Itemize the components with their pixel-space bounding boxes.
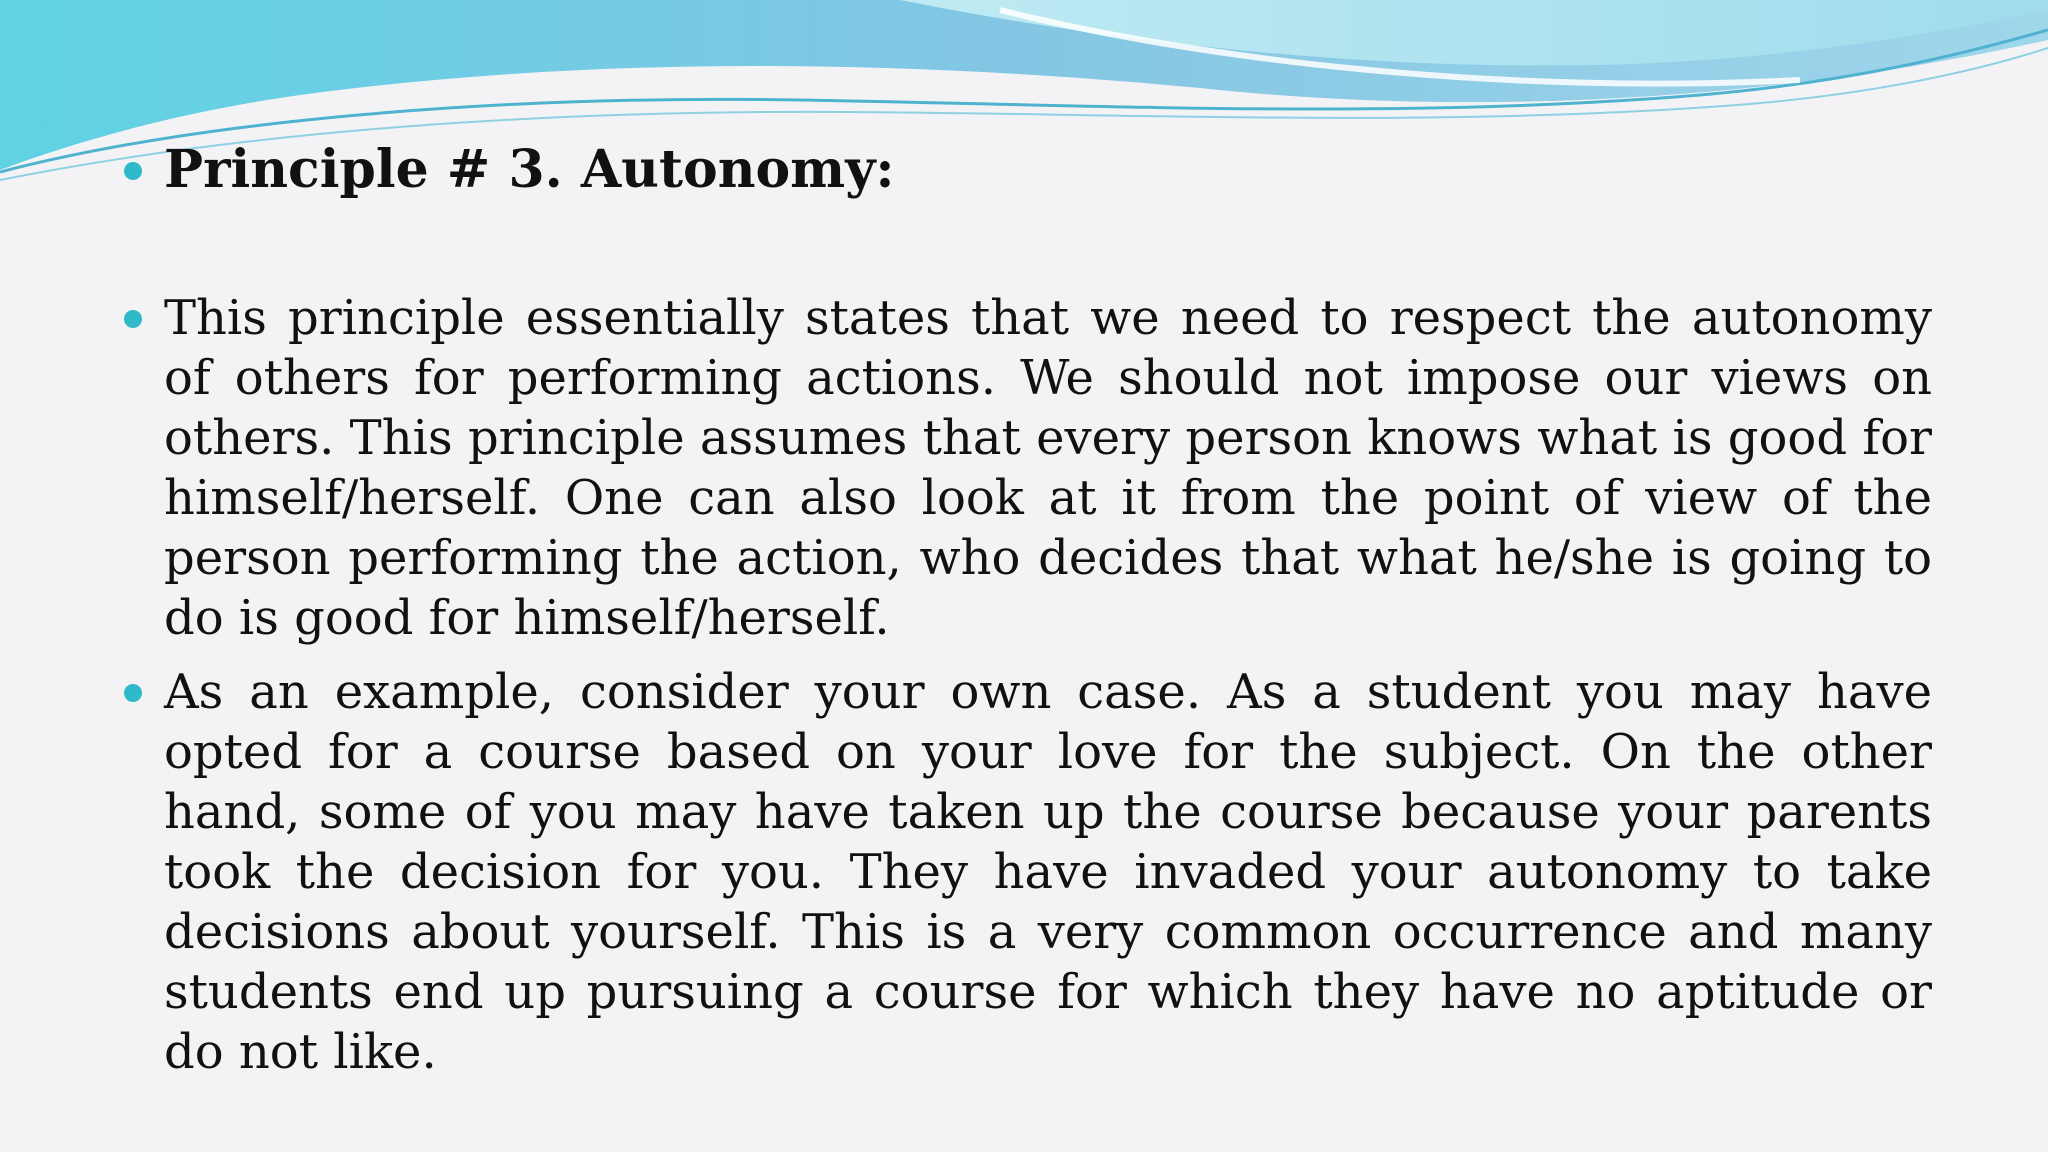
slide-title: Principle # 3. Autonomy: [164,139,895,200]
slide-title-bullet [164,140,1932,200]
paragraph-bullet-1 [164,288,1932,648]
paragraph-text: This principle essentially states that we need to respect the autonomy of others for performing actions. We should not impose our views on others. This principle assumes that every person knows what is good for himself/herself. One can also look at it from the point of view of the person performing the action, who decides that what he/she is going to do is good for himself/herself. [164,290,1932,646]
bullet-icon [124,684,142,702]
paragraph-bullet-2 [164,662,1932,1082]
bullet-icon [124,162,142,180]
bullet-icon [124,310,142,328]
paragraph-text: As an example, consider your own case. As a student you may have opted for a course based on your love for the subject. On the other hand, some of you may have taken up the course because your parents took the decision for you. They have invaded your autonomy to take decisions about yourself. This is a very common occurrence and many students end up pursuing a course for which they have no aptitude or do not like. [164,664,1932,1080]
